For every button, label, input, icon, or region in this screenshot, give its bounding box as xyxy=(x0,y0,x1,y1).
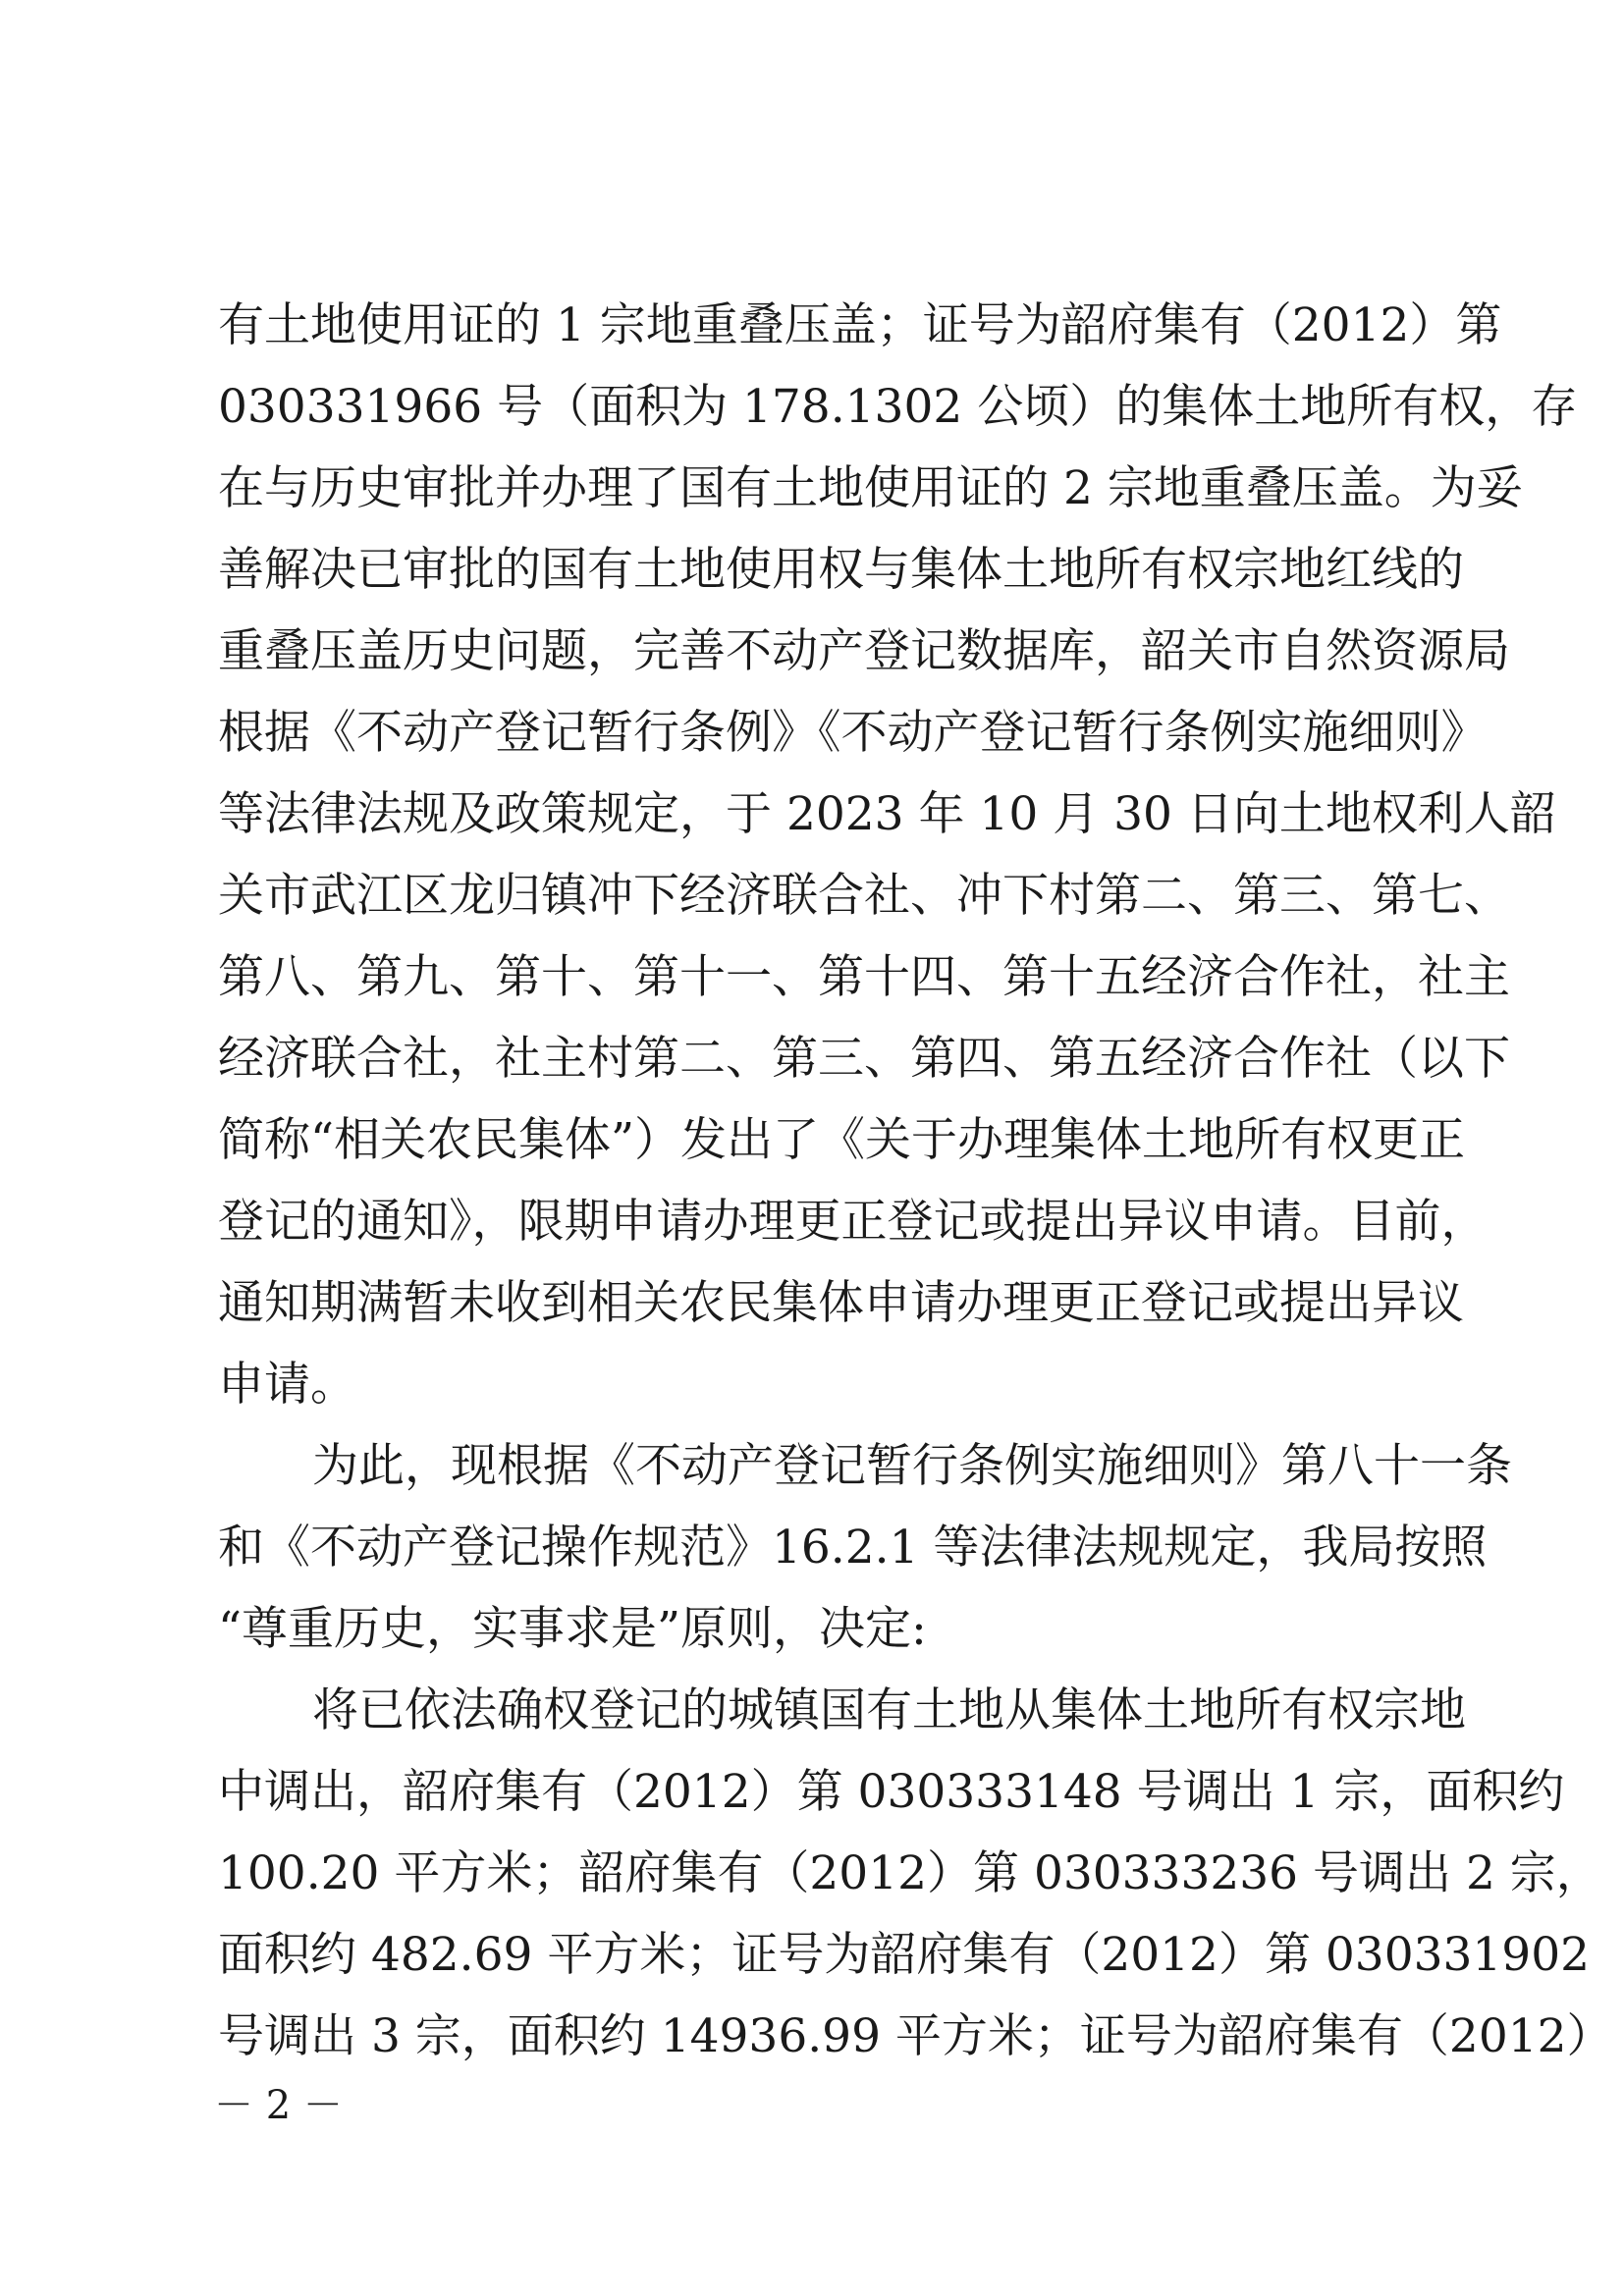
text-line: 关市武江区龙归镇冲下经济联合社、冲下村第二、第三、第七、 xyxy=(218,869,1510,923)
text-line: 申请。 xyxy=(218,1358,356,1412)
text-line: 和《不动产登记操作规范》16.2.1 等法律法规规定，我局按照 xyxy=(218,1521,1488,1575)
text-line: 等法律法规及政策规定，于 2023 年 10 月 30 日向土地权利人韶 xyxy=(218,787,1556,841)
text-line: 100.20 平方米；韶府集有（2012）第 030333236 号调出 2 宗， xyxy=(218,1846,1602,1900)
text-line: 登记的通知》，限期申请办理更正登记或提出异议申请。目前， xyxy=(218,1195,1488,1249)
text-line: 通知期满暂未收到相关农民集体申请办理更正登记或提出异议 xyxy=(218,1276,1464,1330)
text-line: 简称“相关农民集体”）发出了《关于办理集体土地所有权更正 xyxy=(218,1113,1466,1167)
text-line: 经济联合社，社主村第二、第三、第四、第五经济合作社（以下 xyxy=(218,1032,1510,1086)
text-line: 根据《不动产登记暂行条例》《不动产登记暂行条例实施细则》 xyxy=(218,706,1488,760)
text-line: 在与历史审批并办理了国有土地使用证的 2 宗地重叠压盖。为妥 xyxy=(218,461,1523,515)
text-line: 号调出 3 宗，面积约 14936.99 平方米；证号为韶府集有（2012） xyxy=(218,2009,1613,2063)
text-line: 有土地使用证的 1 宗地重叠压盖；证号为韶府集有（2012）第 xyxy=(218,298,1502,352)
text-line: “尊重历史，实事求是”原则，决定: xyxy=(218,1602,927,1656)
text-line: 善解决已审批的国有土地使用权与集体土地所有权宗地红线的 xyxy=(218,543,1464,597)
page-number: － 2 － xyxy=(214,2083,343,2128)
text-line: 将已依法确权登记的城镇国有土地从集体土地所有权宗地 xyxy=(312,1683,1466,1737)
text-line: 为此，现根据《不动产登记暂行条例实施细则》第八十一条 xyxy=(312,1439,1512,1493)
text-line: 重叠压盖历史问题，完善不动产登记数据库，韶关市自然资源局 xyxy=(218,624,1510,678)
text-line: 中调出，韶府集有（2012）第 030333148 号调出 1 宗，面积约 xyxy=(218,1765,1565,1819)
text-line: 第八、第九、第十、第十一、第十四、第十五经济合作社，社主 xyxy=(218,950,1510,1004)
text-line: 030331966 号（面积为 178.1302 公顷）的集体土地所有权，存 xyxy=(218,380,1578,434)
text-line: 面积约 482.69 平方米；证号为韶府集有（2012）第 030331902 xyxy=(218,1928,1591,1982)
